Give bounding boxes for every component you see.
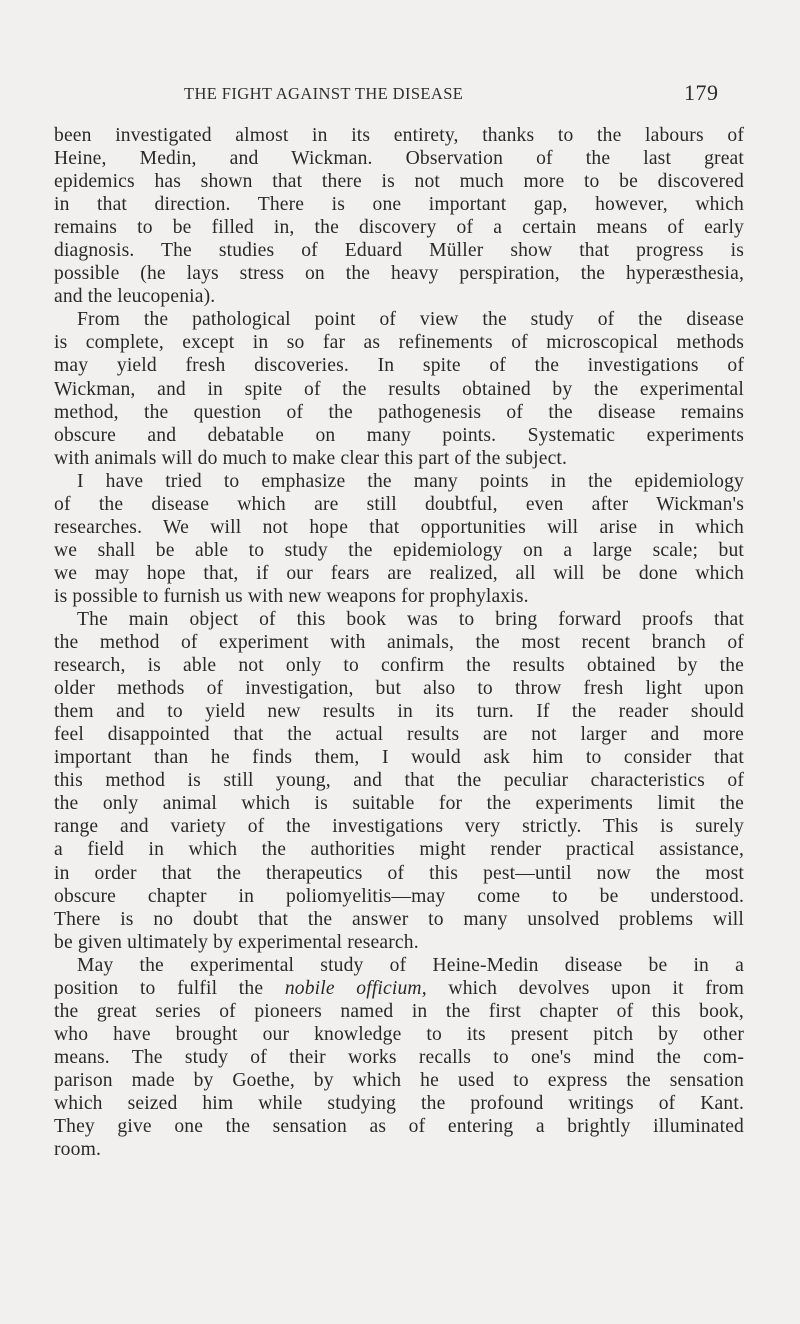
text-line: is possible to furnish us with new weapons for prophylaxis. [54, 585, 529, 607]
text-line: researches. We will not hope that opportunities will arise in which [54, 516, 744, 538]
latin-phrase: nobile officium, [284, 977, 427, 999]
text-line: Heine, Medin, and Wickman. Observation of the last great [54, 148, 744, 170]
text-line: means. The study of their works recalls to one's mind the com- [54, 1046, 744, 1068]
running-head: THE FIGHT AGAINST THE DISEASE [184, 84, 464, 103]
text-line: them and to yield new results in its turn. If the reader should [54, 701, 744, 723]
text-line: who have brought our knowledge to its present pitch by other [54, 1023, 744, 1045]
text-line: may yield fresh discoveries. In spite of the investigations of [54, 355, 744, 377]
text-line: important than he finds them, I would ask him to consider that [54, 747, 744, 769]
text-line-with-italic [54, 977, 744, 1000]
text-line: Wickman, and in spite of the results obtained by the experimental [54, 378, 744, 400]
text-line: be given ultimately by experimental research. [54, 931, 419, 953]
text-line: this method is still young, and that the peculiar characteristics of [54, 770, 744, 792]
text-line: been investigated almost in its entirety, thanks to the labours of [54, 125, 744, 146]
text-line: method, the question of the pathogenesis of the disease remains [54, 401, 744, 423]
text-line: From the pathological point of view the study of the disease [77, 309, 744, 331]
text-line: we may hope that, if our fears are realized, all will be done which [54, 562, 744, 584]
text-line: research, is able not only to confirm the results obtained by the [54, 655, 744, 677]
text-line: in order that the therapeutics of this pest—until now the most [54, 862, 744, 884]
text-line: a field in which the authorities might render practical assistance, [54, 839, 744, 861]
text-line: room. [54, 1139, 102, 1161]
text-line: The main object of this book was to bring forward proofs that [77, 608, 744, 630]
text-line: They give one the sensation as of entering a brightly illuminated [54, 1116, 744, 1138]
text-line: and the leucopenia). [54, 286, 216, 308]
text-line: range and variety of the investigations very strictly. This is surely [54, 816, 744, 838]
text-line: with animals will do much to make clear this part of the subject. [54, 447, 568, 469]
text-line: obscure and debatable on many points. Systematic experiments [54, 424, 744, 446]
text-line: diagnosis. The studies of Eduard Müller show that progress is [54, 240, 744, 262]
body-text [54, 124, 744, 1161]
text-line: I have tried to emphasize the many points in the epidemiology [77, 470, 744, 492]
text-line: remains to be filled in, the discovery of a certain means of early [54, 217, 744, 239]
text-line: possible (he lays stress on the heavy perspiration, the hyperæsthesia, [54, 263, 744, 285]
text-line: May the experimental study of Heine-Medin disease be in a [77, 954, 744, 976]
fulfil-prefix: position to fulfil the [54, 977, 264, 999]
text-line: obscure chapter in poliomyelitis—may come to be understood. [54, 885, 744, 907]
text-line: the great series of pioneers named in the first chapter of this book, [54, 1000, 744, 1022]
text-line: is complete, except in so far as refinements of microscopical methods [54, 332, 744, 354]
text-line: parison made by Goethe, by which he used to express the sensation [54, 1069, 744, 1091]
text-line: the only animal which is suitable for the experiments limit the [54, 793, 744, 815]
text-line: of the disease which are still doubtful, even after Wickman's [54, 493, 744, 515]
text-line: we shall be able to study the epidemiology on a large scale; but [54, 539, 744, 561]
page-number: 179 [684, 80, 719, 105]
text-line: which seized him while studying the profound writings of Kant. [54, 1092, 744, 1114]
text-line: older methods of investigation, but also to throw fresh light upon [54, 678, 744, 700]
text-line: feel disappointed that the actual results are not larger and more [54, 724, 744, 746]
text-line: the method of experiment with animals, the most recent branch of [54, 632, 744, 654]
text-line: in that direction. There is one important gap, however, which [54, 194, 744, 216]
text-line: epidemics has shown that there is not much more to be discovered [54, 171, 744, 193]
text-line: There is no doubt that the answer to many unsolved problems will [54, 908, 744, 930]
fulfil-suffix: which devolves upon it from [448, 977, 744, 999]
